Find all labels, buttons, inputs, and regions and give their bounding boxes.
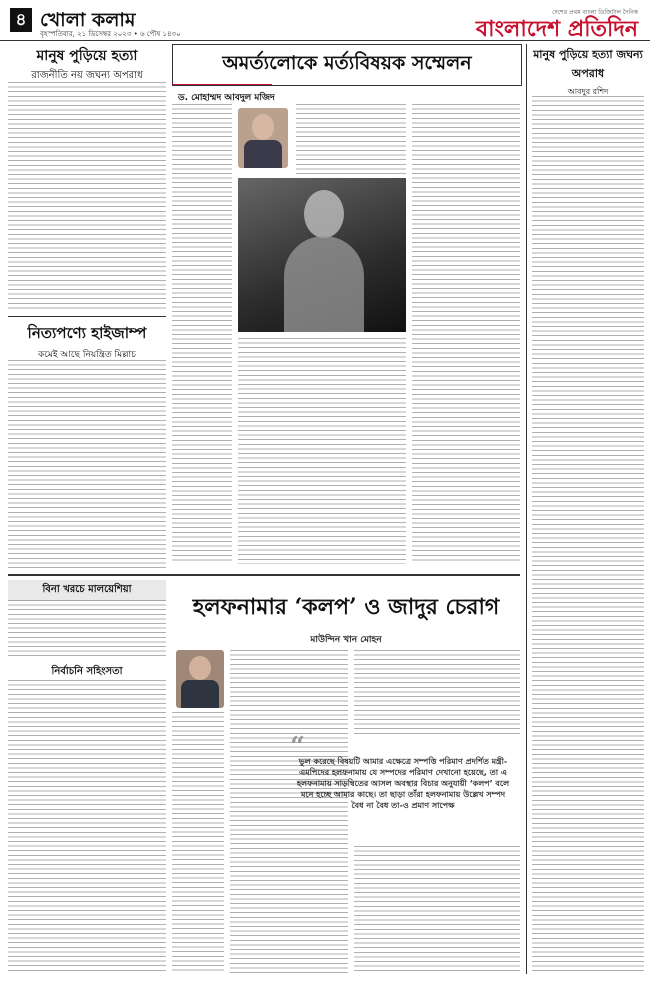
article-3-title: নিত্যপণ্যে হাইজাম্প	[27, 324, 147, 342]
section-title: খোলা কলাম	[40, 9, 136, 31]
article-6-body-col-0	[172, 712, 224, 974]
quote-mark-icon: “	[290, 732, 305, 762]
article-2-body-col-2	[296, 104, 406, 174]
page-number: ৪	[10, 8, 32, 32]
article-3-subtitle: কমেই আছে নিয়ন্ত্রিত মিল্লাচ	[37, 350, 136, 360]
date-line: বৃহস্পতিবার, ২১ ডিসেম্বর ২০২৩ • ৬ পৌষ ১৪৩০	[40, 30, 181, 38]
article-7-heading	[532, 46, 644, 99]
article-7-author: আবদুর রশিদ	[567, 87, 609, 96]
article-2-body-col-3	[412, 104, 520, 564]
article-5-title: নির্বাচনি সহিংসতা	[51, 666, 123, 677]
article-6-heading	[172, 590, 520, 627]
author-photo	[238, 108, 288, 168]
section-divider	[8, 574, 520, 576]
feature-photo	[238, 178, 406, 332]
article-1-title: মানুষ পুড়িয়ে হত্যা	[36, 48, 138, 64]
article-4-title: বিনা খরচে মালয়েশিয়া	[42, 584, 132, 595]
article-6-body-col-1	[230, 650, 348, 974]
column-divider	[526, 44, 527, 974]
article-1-body	[8, 82, 166, 310]
article-1-subtitle: রাজনীতি নয় জঘন্য অপরাধ	[31, 70, 143, 81]
article-7-body	[532, 96, 644, 974]
article-3-heading	[8, 322, 166, 362]
article-6-author: মাউন্দিন খান মোহন	[310, 635, 382, 645]
article-5-heading	[8, 664, 166, 681]
article-2-title-box	[172, 44, 522, 86]
article-5-body	[8, 680, 166, 974]
article-2-author: ড. মোহাম্মদ আবদুল মজিদ	[178, 93, 275, 103]
divider	[8, 316, 166, 317]
page-header	[0, 0, 650, 41]
newspaper-logo	[476, 7, 638, 40]
logo-wordmark: বাংলাদেশ প্রতিদিন	[475, 16, 638, 42]
pull-quote-text: ভুল করেছে বিষয়টি আমার এক্ষেত্রে সম্পত্তি পরিমাণ প্রদর্শিত মন্ত্রী-এমপিদের হলফনামায় যে সম্পদের পরিমাণ দেখানো হয়েছে, তা এ হলফনামায় সাড়ম্বিতের আসল অবস্থার বিচার অনুযায়ী ‘কলপ’ বলে মনে হচ্ছে আমার কাছে। তা ছাড়া তাঁরা হলফনামায় উল্লেখ সম্পদ বৈধ না বৈধ তা-ও প্রমাণ সাপেক্ষ	[296, 757, 510, 810]
article-6-body-col-2	[354, 650, 520, 734]
article-6-title: হলফনামার ‘কলপ’ ও জাদুর চেরাগ	[192, 594, 500, 620]
article-6-body-col-3	[354, 846, 520, 974]
author-2-photo	[176, 650, 224, 708]
article-2-title: অমর্ত্যলোকে মর্ত্যবিষয়ক সম্মেলন	[222, 52, 472, 74]
article-2-body-col-1	[172, 104, 232, 564]
author-rule	[172, 84, 272, 85]
article-1-heading	[8, 44, 166, 85]
article-2-body-col-2b	[238, 338, 406, 564]
article-3-body	[8, 360, 166, 570]
pull-quote	[290, 732, 516, 811]
logo-tagline: দেশের প্রথম বাংলা ডিজিটাল দৈনিক	[552, 9, 638, 16]
article-4-heading	[8, 580, 166, 601]
article-4-body	[8, 600, 166, 660]
article-7-title: মানুষ পুড়িয়ে হত্যা জঘন্য অপরাধ	[533, 48, 643, 80]
